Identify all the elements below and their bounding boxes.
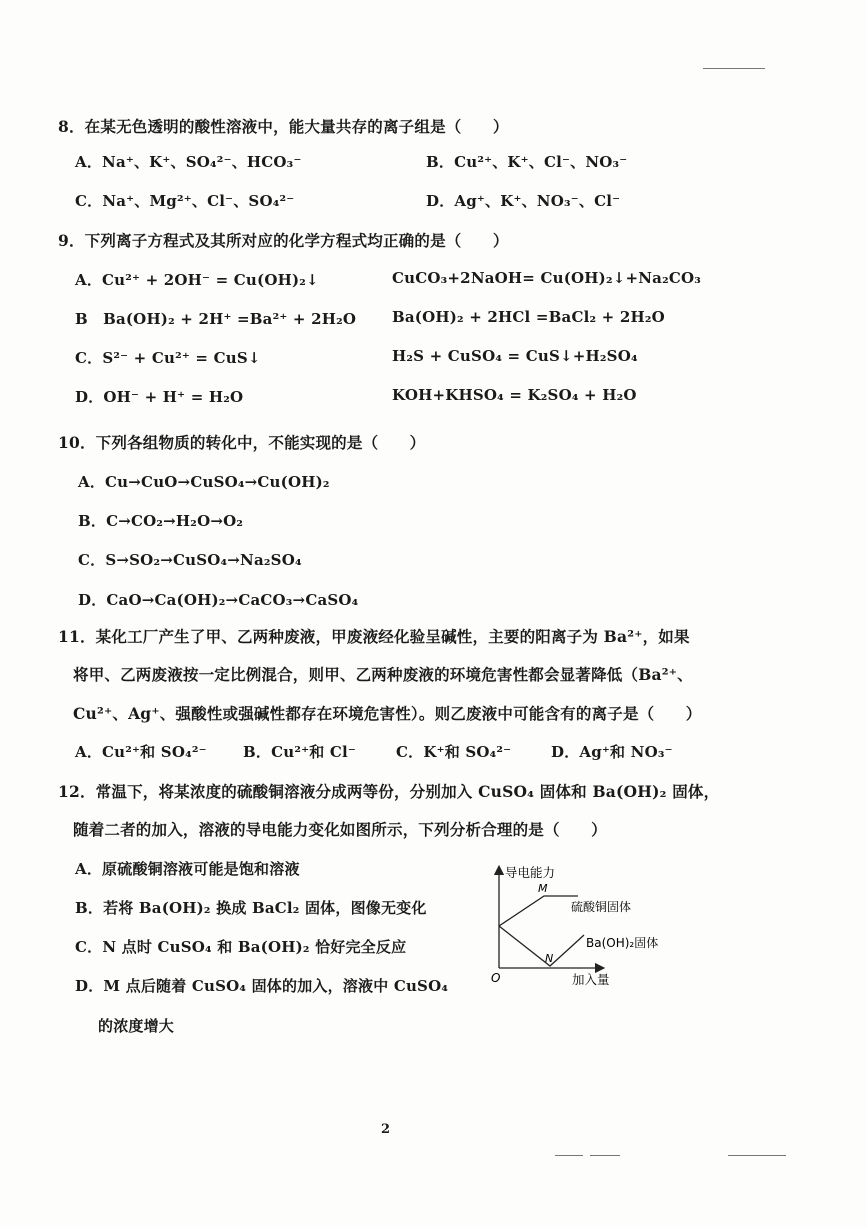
q10-option-c: C．S→SO₂→CuSO₄→Na₂SO₄ xyxy=(78,551,302,569)
q11-option-c: C．K⁺和 SO₄²⁻ xyxy=(396,743,512,761)
copper-sulfate-curve-label: 硫酸铜固体 xyxy=(571,900,632,914)
q10-option-d: D．CaO→Ca(OH)₂→CaCO₃→CaSO₄ xyxy=(78,591,359,609)
scan-mark-bottom-3 xyxy=(728,1155,786,1156)
point-m-label: M xyxy=(538,882,548,895)
q12-stem-line-2: 随着二者的加入，溶液的导电能力变化如图所示，下列分析合理的是（ ） xyxy=(73,820,607,839)
q12-option-a: A．原硫酸铜溶液可能是饱和溶液 xyxy=(75,860,300,878)
q9-stem: 9．下列离子方程式及其所对应的化学方程式均正确的是（ ） xyxy=(58,231,509,250)
scan-mark-top xyxy=(703,68,765,69)
q9-option-c-equation: H₂S + CuSO₄ = CuS↓+H₂SO₄ xyxy=(392,347,638,365)
page-number: 2 xyxy=(381,1122,391,1137)
y-axis-label: 导电能力 xyxy=(505,865,556,880)
q8-option-d: D．Ag⁺、K⁺、NO₃⁻、Cl⁻ xyxy=(426,192,621,210)
conductivity-diagram xyxy=(480,858,680,993)
q11-stem-line-3: Cu²⁺、Ag⁺、强酸性或强碱性都存在环境危害性）。则乙废液中可能含有的离子是（ ） xyxy=(73,704,702,723)
q8-option-b: B．Cu²⁺、K⁺、Cl⁻、NO₃⁻ xyxy=(426,153,628,171)
q12-option-c: C．N 点时 CuSO₄ 和 Ba(OH)₂ 恰好完全反应 xyxy=(75,938,407,956)
barium-hydroxide-curve xyxy=(499,926,584,966)
origin-label: O xyxy=(491,971,501,985)
scan-mark-bottom-1 xyxy=(555,1155,583,1156)
q11-option-d: D．Ag⁺和 NO₃⁻ xyxy=(551,743,673,761)
scan-mark-bottom-2 xyxy=(590,1155,620,1156)
q10-stem: 10．下列各组物质的转化中，不能实现的是（ ） xyxy=(58,433,426,452)
q12-option-d-line-1: D．M 点后随着 CuSO₄ 固体的加入，溶液中 CuSO₄ xyxy=(75,977,449,995)
q8-option-a: A．Na⁺、K⁺、SO₄²⁻、HCO₃⁻ xyxy=(75,153,302,171)
q9-option-a-ionic: A．Cu²⁺ + 2OH⁻ = Cu(OH)₂↓ xyxy=(75,271,319,289)
copper-sulfate-curve xyxy=(499,896,578,926)
q10-option-b: B．C→CO₂→H₂O→O₂ xyxy=(78,512,244,530)
point-n-label: N xyxy=(545,952,554,965)
q9-option-d-ionic: D．OH⁻ + H⁺ = H₂O xyxy=(75,388,244,406)
q8-option-c: C．Na⁺、Mg²⁺、Cl⁻、SO₄²⁻ xyxy=(75,192,295,210)
q9-option-c-ionic: C．S²⁻ + Cu²⁺ = CuS↓ xyxy=(75,349,261,367)
barium-hydroxide-curve-label: Ba(OH)₂固体 xyxy=(586,936,659,950)
q9-option-b-equation: Ba(OH)₂ + 2HCl =BaCl₂ + 2H₂O xyxy=(392,308,665,326)
q12-stem-line-1: 12．常温下，将某浓度的硫酸铜溶液分成两等份，分别加入 CuSO₄ 固体和 Ba(OH)₂ 固体， xyxy=(58,782,720,801)
q9-option-b-ionic: B Ba(OH)₂ + 2H⁺ =Ba²⁺ + 2H₂O xyxy=(75,310,357,328)
q11-stem-line-1: 11．某化工厂产生了甲、乙两种废液，甲废液经化验呈碱性，主要的阳离子为 Ba²⁺，如果 xyxy=(58,627,690,646)
q9-option-d-equation: KOH+KHSO₄ = K₂SO₄ + H₂O xyxy=(392,386,637,404)
q10-option-a: A．Cu→CuO→CuSO₄→Cu(OH)₂ xyxy=(78,473,330,491)
q12-option-b: B．若将 Ba(OH)₂ 换成 BaCl₂ 固体，图像无变化 xyxy=(75,899,427,917)
q9-option-a-equation: CuCO₃+2NaOH= Cu(OH)₂↓+Na₂CO₃ xyxy=(392,269,702,287)
q12-option-d-line-2: 的浓度增大 xyxy=(98,1017,175,1035)
q8-stem: 8．在某无色透明的酸性溶液中，能大量共存的离子组是（ ） xyxy=(58,117,509,136)
x-axis-label: 加入量 xyxy=(572,972,610,987)
q11-stem-line-2: 将甲、乙两废液按一定比例混合，则甲、乙两种废液的环境危害性都会显著降低（Ba²⁺、 xyxy=(73,665,693,684)
q11-option-b: B．Cu²⁺和 Cl⁻ xyxy=(243,743,356,761)
q11-option-a: A．Cu²⁺和 SO₄²⁻ xyxy=(75,743,207,761)
